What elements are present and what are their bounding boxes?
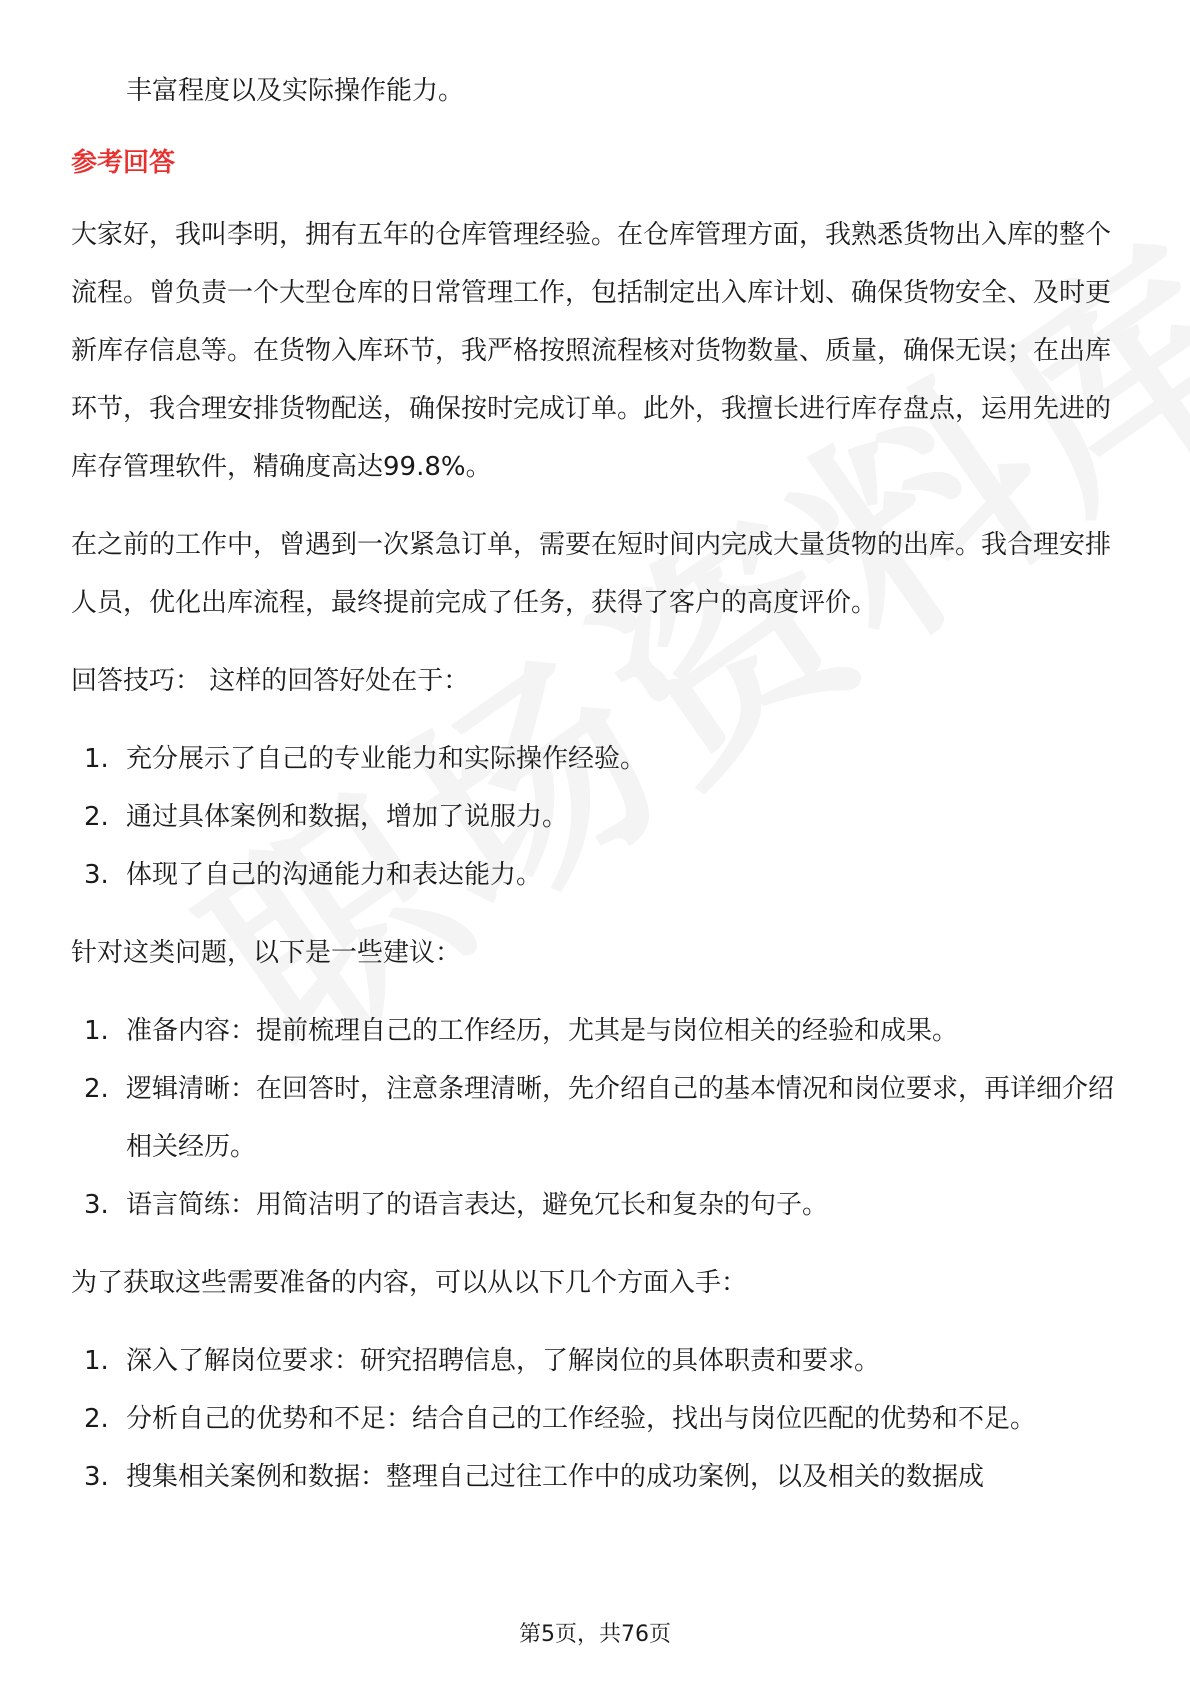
answer-paragraph-2: 在之前的工作中，曾遇到一次紧急订单，需要在短时间内完成大量货物的出库。我合理安排人员，优化出库流程，最终提前完成了任务，获得了客户的高度评价。 <box>71 530 1112 618</box>
list-item <box>71 1176 1121 1234</box>
list-item-text: 体现了自己的沟通能力和表达能力。 <box>126 860 543 890</box>
list-item-text: 语言简练：用简洁明了的语言表达，避免冗长和复杂的句子。 <box>126 1190 829 1220</box>
list-item-number: 2. <box>84 1074 109 1104</box>
list-item-text: 充分展示了自己的专业能力和实际操作经验。 <box>126 744 647 774</box>
tips-intro: 回答技巧： 这样的回答好处在于： <box>71 666 470 696</box>
list-item-number: 1. <box>84 1016 109 1046</box>
list-item-text: 逻辑清晰：在回答时，注意条理清晰，先介绍自己的基本情况和岗位要求，再详细介绍相关经历。 <box>126 1074 1115 1162</box>
list-item-text: 准备内容：提前梳理自己的工作经历，尤其是与岗位相关的经验和成果。 <box>126 1016 959 1046</box>
list-item <box>71 1448 1121 1506</box>
intro-continuation: 丰富程度以及实际操作能力。 <box>126 76 465 106</box>
list-item-number: 3. <box>84 1462 109 1492</box>
advice-intro: 针对这类问题，以下是一些建议： <box>71 938 462 968</box>
section-title-reference-answer: 参考回答 <box>71 148 176 178</box>
list-item-number: 1. <box>84 744 109 774</box>
list-item-number: 1. <box>84 1346 109 1376</box>
list-item-number: 3. <box>84 860 109 890</box>
list-item <box>71 1002 1121 1060</box>
prep-list <box>71 1332 1121 1506</box>
answer-paragraph-1: 大家好，我叫李明，拥有五年的仓库管理经验。在仓库管理方面，我熟悉货物出入库的整个流程。曾负责一个大型仓库的日常管理工作，包括制定出入库计划、确保货物安全、及时更新库存信息等。在货物入库环节，我严格按照流程核对货物数量、质量，确保无误；在出库环节，我合理安排货物配送，确保按时完成订单。此外，我擅长进行库存盘点，运用先进的库存管理软件，精确度高达99.8%。 <box>71 220 1112 482</box>
page-number-footer: 第5页，共76页 <box>519 1622 671 1647</box>
list-item <box>71 730 1121 788</box>
advice-list <box>71 1002 1121 1234</box>
list-item-text: 分析自己的优势和不足：结合自己的工作经验，找出与岗位匹配的优势和不足。 <box>126 1404 1037 1434</box>
list-item-number: 2. <box>84 1404 109 1434</box>
list-item <box>71 1060 1121 1176</box>
list-item-number: 3. <box>84 1190 109 1220</box>
list-item <box>71 1390 1121 1448</box>
list-item-text: 通过具体案例和数据，增加了说服力。 <box>126 802 569 832</box>
page-content <box>71 62 1121 1526</box>
list-item <box>71 788 1121 846</box>
list-item-number: 2. <box>84 802 109 832</box>
list-item-text: 深入了解岗位要求：研究招聘信息，了解岗位的具体职责和要求。 <box>126 1346 881 1376</box>
prep-intro: 为了获取这些需要准备的内容，可以从以下几个方面入手： <box>71 1268 748 1298</box>
list-item-text: 搜集相关案例和数据：整理自己过往工作中的成功案例，以及相关的数据成 <box>126 1462 985 1492</box>
tips-list <box>71 730 1121 904</box>
list-item <box>71 846 1121 904</box>
list-item <box>71 1332 1121 1390</box>
